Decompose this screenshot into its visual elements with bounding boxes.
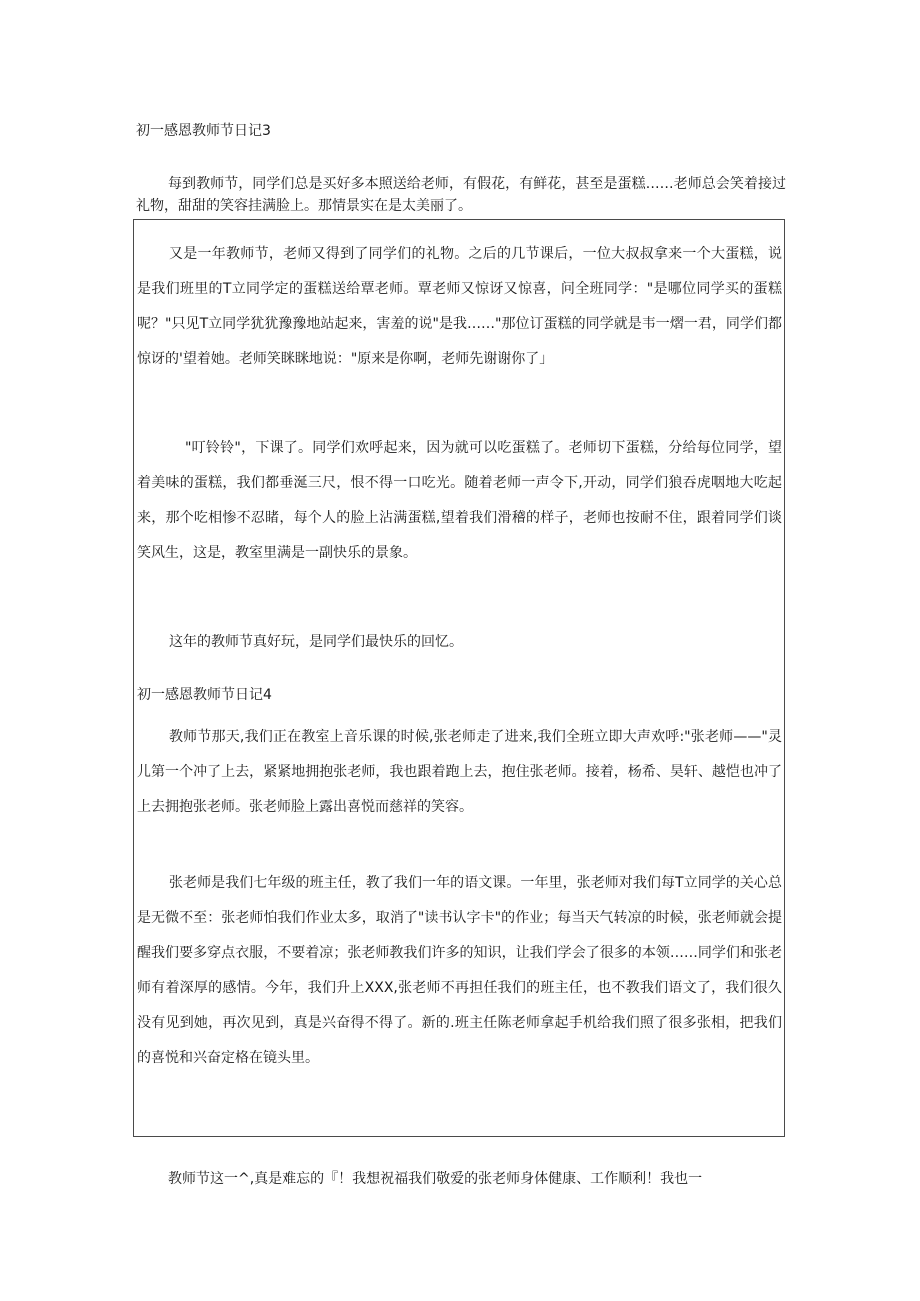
intro-paragraph: 每到教师节，同学们总是买好多本照送给老师，有假花，有鲜花，甚至是蛋糕……老师总会笑着接过礼物，甜甜的笑容挂满脸上。那情景实在是太美丽了。 bbox=[136, 176, 786, 214]
boxed-paragraph-teacher-care: 张老师是我们七年级的班主任，教了我们一年的语文课。一年里，张老师对我们每T立同学的关心总是无微不至：张老师怕我们作业太多，取消了"读书认字卡"的作业；每当天气转凉的时候，张老师就会提醒我们要多穿点衣服，不要着凉；张老师教我们许多的知识，让我们学会了很多的本领……同学们和张老师有着深厚的感情。今年，我们升上XXX,张老师不再担任我们的班主任，也不教我们语文了，我们很久没有见到她，再次见到，真是兴奋得不得了。新的.班主任陈老师拿起手机给我们照了很多张相，把我们的喜悦和兴奋定格在镜头里。 bbox=[137, 875, 782, 1066]
boxed-paragraph-eating-cake: "叮铃铃"，下课了。同学们欢呼起来，因为就可以吃蛋糕了。老师切下蛋糕，分给每位同学，望着美味的蛋糕，我们都垂涎三尺，恨不得一口吃光。随着老师一声令下,开动，同学们狼吞虎咽地大吃起来，那个吃相惨不忍睹，每个人的脸上沾满蛋糕,望着我们滑稽的样子，老师也按耐不住，跟着同学们谈笑风生，这是，教室里满是一副快乐的景象。 bbox=[137, 440, 782, 561]
boxed-paragraph-gift-cake: 又是一年教师节，老师又得到了同学们的礼物。之后的几节课后，一位大叔叔拿来一个大蛋糕，说是我们班里的T立同学定的蛋糕送给覃老师。覃老师又惊讶又惊喜，问全班同学："是哪位同学买的蛋糕呢？"只见T立同学犹犹豫豫地站起来，害羞的说"是我……"那位订蛋糕的同学就是韦一熠一君，同学们都惊讶的'望着她。老师笑眯眯地说："原来是你啊，老师先谢谢你了」 bbox=[137, 246, 782, 367]
closing-paragraph: 教师节这一^,真是难忘的『！我想祝福我们敬爱的张老师身体健康、工作顺利！我也一 bbox=[168, 1171, 703, 1187]
boxed-paragraph-teacher-visit: 教师节那天,我们正在教室上音乐课的时候,张老师走了进来,我们全班立即大声欢呼:"张老师——"灵儿第一个冲了上去，紧紧地拥抱张老师，我也跟着跑上去，抱住张老师。接着，杨希、昊轩、越恺也冲了上去拥抱张老师。张老师脸上露出喜悦而慈祥的笑容。 bbox=[137, 729, 782, 815]
boxed-paragraph-memory: 这年的教师节真好玩，是同学们最快乐的回忆。 bbox=[169, 634, 463, 650]
section-heading-diary-4: 初一感恩教师节日记4 bbox=[137, 687, 272, 703]
section-heading-diary-3: 初一感恩教师节日记3 bbox=[136, 123, 271, 139]
bordered-text-box bbox=[133, 219, 785, 1137]
